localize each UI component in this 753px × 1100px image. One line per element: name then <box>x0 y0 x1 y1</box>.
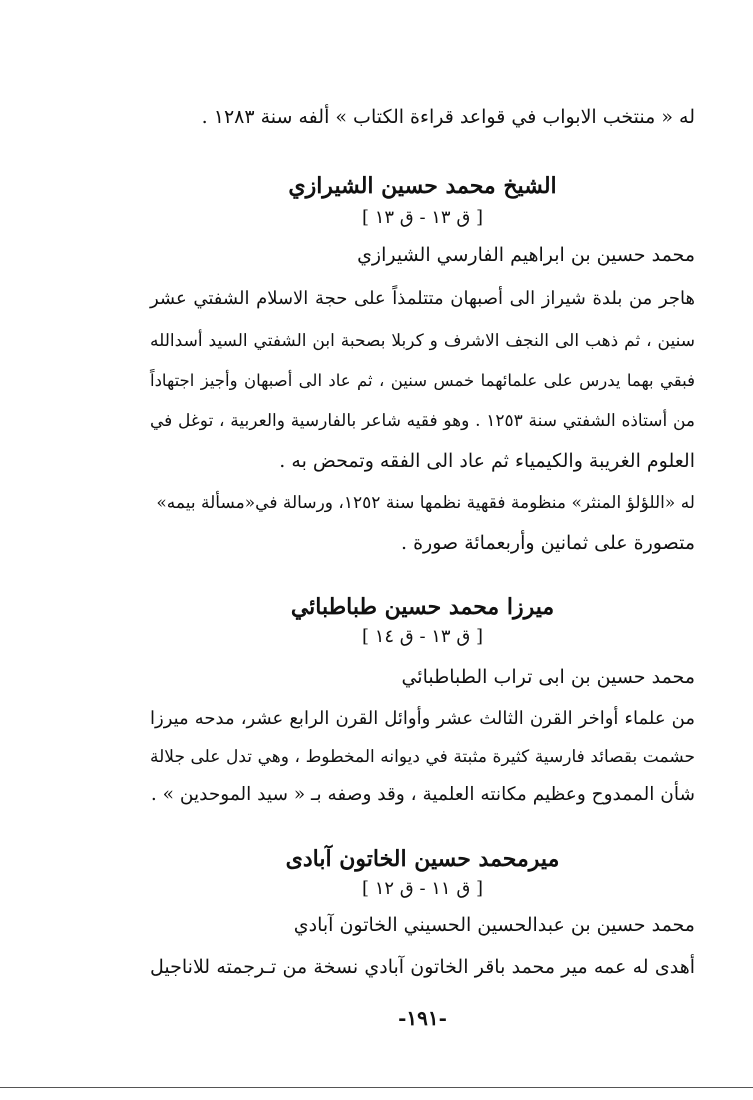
entry-dates: [ ق ١١ - ق ١٢ ] <box>361 878 484 899</box>
entry-title: الشيخ محمد حسين الشيرازي <box>288 173 557 199</box>
entry-text-line: هاجر من بلدة شيراز الى أصبهان متتلمذاً على حجة الاسلام الشفتي عشر <box>150 288 695 309</box>
entry-name-line: محمد حسين بن ابى تراب الطباطبائي <box>401 666 695 688</box>
entry-name-line: محمد حسين بن عبدالحسين الحسيني الخاتون آبادي <box>293 914 695 936</box>
entry-title: ميرزا محمد حسين طباطبائي <box>290 594 555 620</box>
entry-dates: [ ق ١٣ - ق ١٤ ] <box>361 626 484 647</box>
entry-text-line: من أستاذه الشفتي سنة ١٢٥٣ . وهو فقيه شاعر بالفارسية والعربية ، توغل في <box>150 411 695 431</box>
page-number: -١٩١- <box>398 1006 447 1030</box>
entry-text-line: فبقي بهما يدرس على علمائهما خمس سنين ، ثم عاد الى أصبهان وأجيز اجتهاداً <box>150 371 696 390</box>
intro-line: له « منتخب الابواب في قواعد قراءة الكتاب » ألفه سنة ١٢٨٣ . <box>201 106 695 128</box>
entry-name-line: محمد حسين بن ابراهيم الفارسي الشيرازي <box>357 244 695 266</box>
entry-text-line: العلوم الغريبة والكيمياء ثم عاد الى الفقه وتمحض به . <box>279 450 695 472</box>
entry-title: ميرمحمد حسين الخاتون آبادى <box>285 846 560 872</box>
entry-text-line: من علماء أواخر القرن الثالث عشر وأوائل القرن الرابع عشر، مدحه ميرزا <box>150 708 695 729</box>
entry-dates: [ ق ١٣ - ق ١٣ ] <box>361 207 484 228</box>
entry-text-line: متصورة على ثمانين وأربعمائة صورة . <box>401 532 695 554</box>
entry-text-line: أهدى له عمه مير محمد باقر الخاتون آبادي نسخة من تـرجمته للاناجيل <box>150 956 695 978</box>
entry-text-line: حشمت بقصائد فارسية كثيرة مثبتة في ديوانه المخطوط ، وهي تدل على جلالة <box>150 747 695 767</box>
scan-edge-line <box>0 1087 753 1088</box>
entry-text-line: سنين ، ثم ذهب الى النجف الاشرف و كربلا بصحبة ابن الشفتي السيد أسدالله <box>150 331 695 351</box>
entry-text-line: له «اللؤلؤ المنثر» منظومة فقهية نظمها سنة ١٢٥٢، ورسالة في«مسألة بيمه» <box>156 493 695 513</box>
entry-text-line: شأن الممدوح وعظيم مكانته العلمية ، وقد وصفه بـ « سيد الموحدين » . <box>150 784 695 805</box>
